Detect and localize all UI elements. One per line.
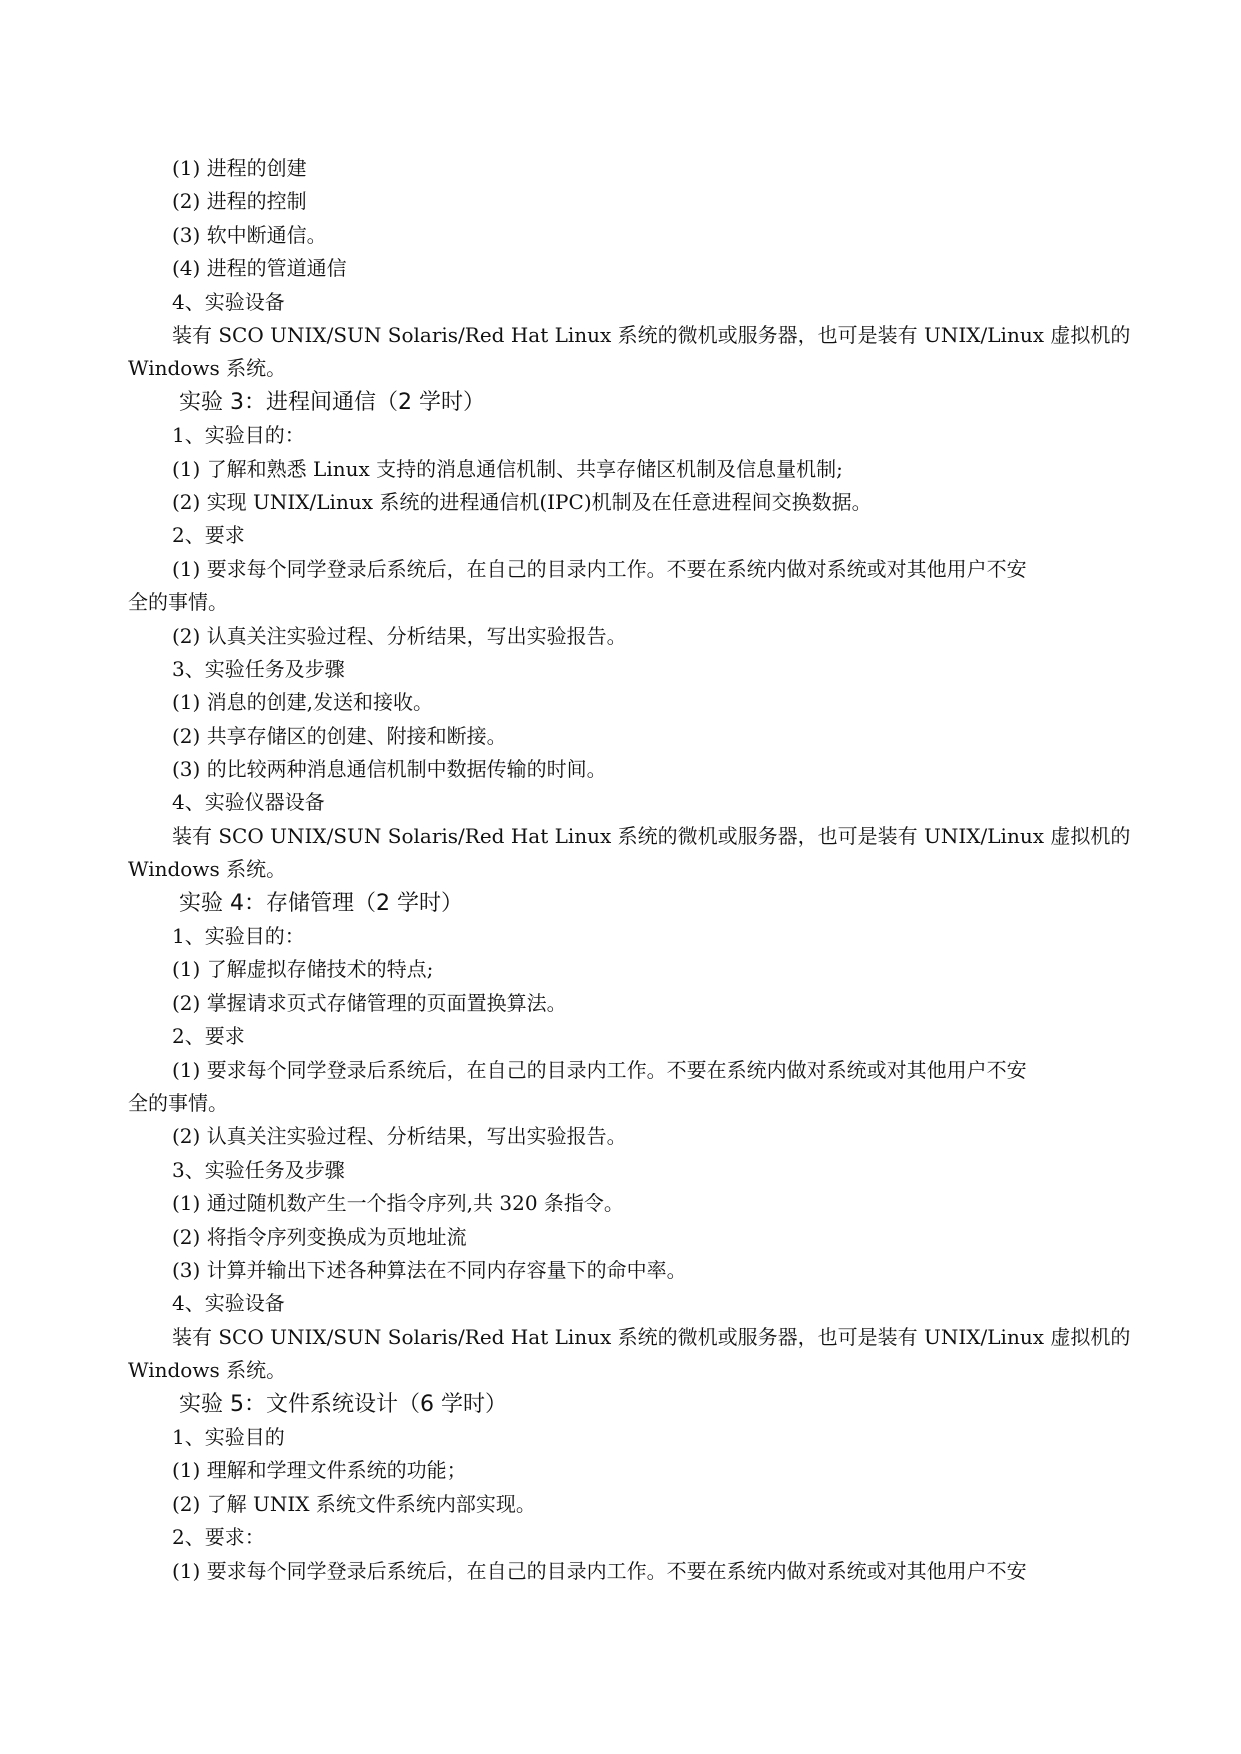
text-line: (1) 理解和学理文件系统的功能；	[172, 1458, 467, 1483]
paragraph-line-continued: Windows 系统。	[128, 857, 287, 882]
text-line: 4、实验设备	[172, 1291, 285, 1316]
text-line: 4、实验仪器设备	[172, 790, 325, 815]
text-line: (1) 消息的创建,发送和接收。	[172, 690, 434, 715]
paragraph-line-continued: Windows 系统。	[128, 1358, 287, 1383]
paragraph-line: (1) 要求每个同学登录后系统后，在自己的目录内工作。不要在系统内做对系统或对其他用户不安	[172, 556, 1027, 581]
paragraph-line: (1) 要求每个同学登录后系统后，在自己的目录内工作。不要在系统内做对系统或对其他用户不安	[172, 1057, 1027, 1082]
text-line: 2、要求：	[172, 1525, 265, 1550]
text-line: (3) 的比较两种消息通信机制中数据传输的时间。	[172, 757, 607, 782]
text-line: (2) 了解 UNIX 系统文件系统内部实现。	[172, 1491, 536, 1516]
text-line: (2) 进程的控制	[172, 189, 307, 214]
text-line: 1、实验目的：	[172, 924, 305, 949]
paragraph	[128, 319, 1131, 386]
text-line: 1、实验目的	[172, 1425, 285, 1449]
paragraph-line: 装有 SCO UNIX/SUN Solaris/Red Hat Linux 系统的微机或服务器，也可是装有 UNIX/Linux 虚拟机的	[172, 823, 1131, 848]
text-line: (2) 共享存储区的创建、附接和断接。	[172, 723, 507, 748]
section-heading: 实验 5：文件系统设计（6 学时）	[179, 1391, 507, 1417]
text-line: (2) 认真关注实验过程、分析结果，写出实验报告。	[172, 623, 627, 648]
paragraph	[128, 553, 1118, 620]
text-line: 2、要求	[172, 523, 245, 548]
text-line: 3、实验任务及步骤	[172, 1157, 345, 1182]
text-line: 3、实验任务及步骤	[172, 656, 345, 681]
text-line: (2) 将指令序列变换成为页地址流	[172, 1224, 467, 1249]
text-line: 1、实验目的：	[172, 423, 305, 448]
section-heading: 实验 4：存储管理（2 学时）	[179, 890, 463, 916]
text-line: (2) 实现 UNIX/Linux 系统的进程通信机(IPC)机制及在任意进程间交换数据。	[172, 489, 872, 514]
text-line: (3) 软中断通信。	[172, 222, 327, 247]
text-line: (2) 认真关注实验过程、分析结果，写出实验报告。	[172, 1124, 627, 1149]
text-line: (1) 要求每个同学登录后系统后，在自己的目录内工作。不要在系统内做对系统或对其他用户不安	[172, 1558, 1027, 1583]
text-line: 2、要求	[172, 1024, 245, 1049]
section-heading: 实验 3：进程间通信（2 学时）	[179, 389, 485, 415]
paragraph	[128, 820, 1131, 887]
paragraph-line-continued: 全的事情。	[128, 1091, 228, 1116]
paragraph	[128, 1321, 1131, 1388]
text-line: (1) 了解和熟悉 Linux 支持的消息通信机制、共享存储区机制及信息量机制;	[172, 456, 843, 481]
text-line: (1) 了解虚拟存储技术的特点;	[172, 957, 434, 982]
paragraph-line-continued: 全的事情。	[128, 590, 228, 615]
text-line: (4) 进程的管道通信	[172, 256, 347, 281]
text-line: (2) 掌握请求页式存储管理的页面置换算法。	[172, 990, 567, 1015]
text-line: (1) 通过随机数产生一个指令序列,共 320 条指令。	[172, 1191, 624, 1216]
text-line: 4、实验设备	[172, 289, 285, 314]
text-line: (3) 计算并输出下述各种算法在不同内存容量下的命中率。	[172, 1258, 687, 1283]
paragraph	[128, 1054, 1118, 1121]
paragraph-line: 装有 SCO UNIX/SUN Solaris/Red Hat Linux 系统的微机或服务器，也可是装有 UNIX/Linux 虚拟机的	[172, 1324, 1131, 1349]
text-line: (1) 进程的创建	[172, 156, 307, 180]
paragraph-line-continued: Windows 系统。	[128, 356, 287, 381]
paragraph-line: 装有 SCO UNIX/SUN Solaris/Red Hat Linux 系统的微机或服务器，也可是装有 UNIX/Linux 虚拟机的	[172, 322, 1131, 347]
document-body	[128, 152, 1131, 1588]
